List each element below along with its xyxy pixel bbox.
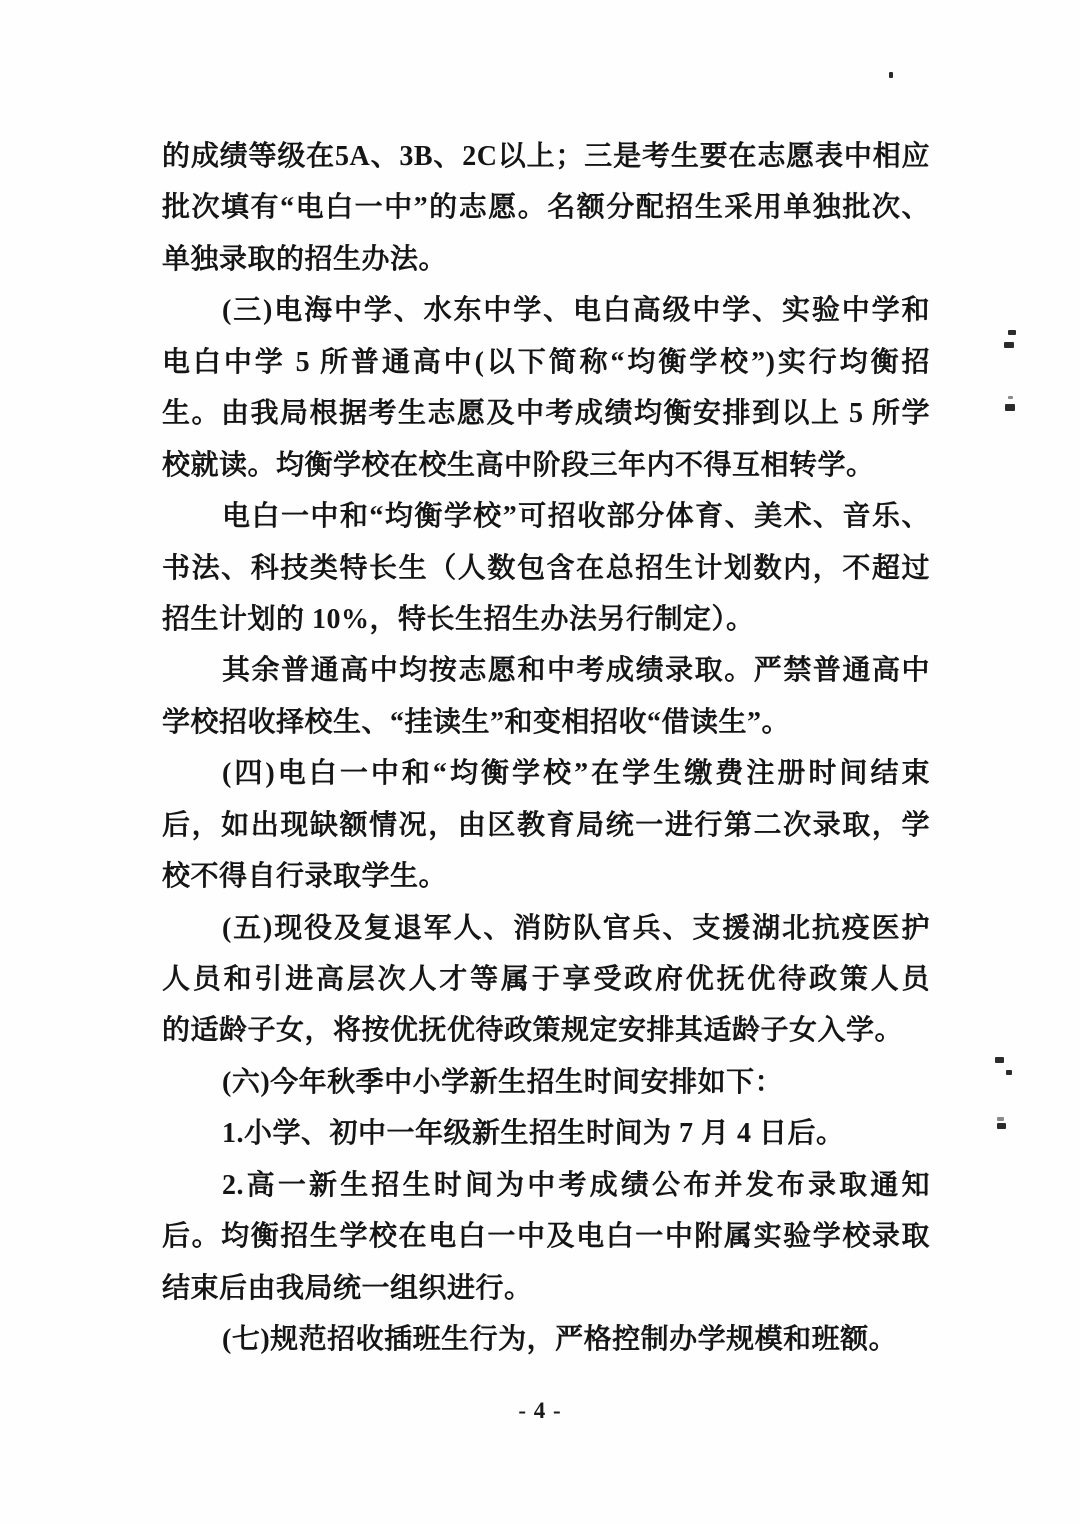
text-line: 招生计划的 10%，特长生招生办法另行制定）。 [162,603,755,635]
page-number: - 4 - [518,1398,562,1423]
text-line: 学校招收择校生、“挂读生”和变相招收“借读生”。 [162,706,791,738]
document-body [162,131,930,1366]
text-line: 其余普通高中均按志愿和中考成绩录取。严禁普通高中 [222,655,930,687]
text-line: 人员和引进高层次人才等属于享受政府优抚优待政策人员 [162,964,930,995]
scan-artifact [889,72,893,78]
text-line: 书法、科技类特长生（人数包含在总招生计划数内，不超过 [162,552,930,584]
text-line: 的适龄子女，将按优抚优待政策规定安排其适龄子女入学。 [162,1015,904,1047]
text-line: 后，如出现缺额情况，由区教育局统一进行第二次录取，学 [162,809,930,841]
text-line: (七)规范招收插班生行为，严格控制办学规模和班额。 [222,1324,898,1356]
text-line: 2.高一新生招生时间为中考成绩公布并发布录取通知 [222,1169,930,1201]
text-line: 后。均衡招生学校在电白一中及电白一中附属实验学校录取 [162,1221,930,1253]
text-line: 1.小学、初中一年级新生招生时间为 7 月 4 日后。 [222,1118,845,1150]
text-line: 电白中学 5 所普通高中(以下简称“均衡学校”)实行均衡招 [162,346,930,378]
text-line: (五)现役及复退军人、消防队官兵、支援湖北抗疫医护 [222,912,930,944]
text-line: 结束后由我局统一组织进行。 [162,1272,533,1304]
text-line: 校不得自行录取学生。 [162,861,448,893]
scan-artifact [997,1123,1006,1129]
scan-artifact [995,1057,1004,1063]
scan-artifact [1008,330,1016,335]
text-line: 单独录取的招生办法。 [162,243,448,275]
text-line: 电白一中和“均衡学校”可招收部分体育、美术、音乐、 [222,501,930,533]
text-line: (四)电白一中和“均衡学校”在学生缴费注册时间结束 [222,758,930,790]
scan-artifact [997,1117,1004,1121]
scan-artifact [1008,396,1013,399]
text-line: (六)今年秋季中小学新生招生时间安排如下： [222,1066,784,1098]
text-line: 校就读。均衡学校在校生高中阶段三年内不得互相转学。 [162,449,875,481]
scan-artifact [1006,1070,1012,1075]
text-line: (三)电海中学、水东中学、电白高级中学、实验中学和 [222,295,930,327]
scan-artifact [1005,404,1015,411]
scan-artifact [1004,342,1014,348]
text-line: 批次填有“电白一中”的志愿。名额分配招生采用单独批次、 [162,192,930,224]
text-line: 的成绩等级在5A、3B、2C以上；三是考生要在志愿表中相应 [162,141,930,172]
text-line: 生。由我局根据考生志愿及中考成绩均衡安排到以上 5 所学 [162,398,930,430]
